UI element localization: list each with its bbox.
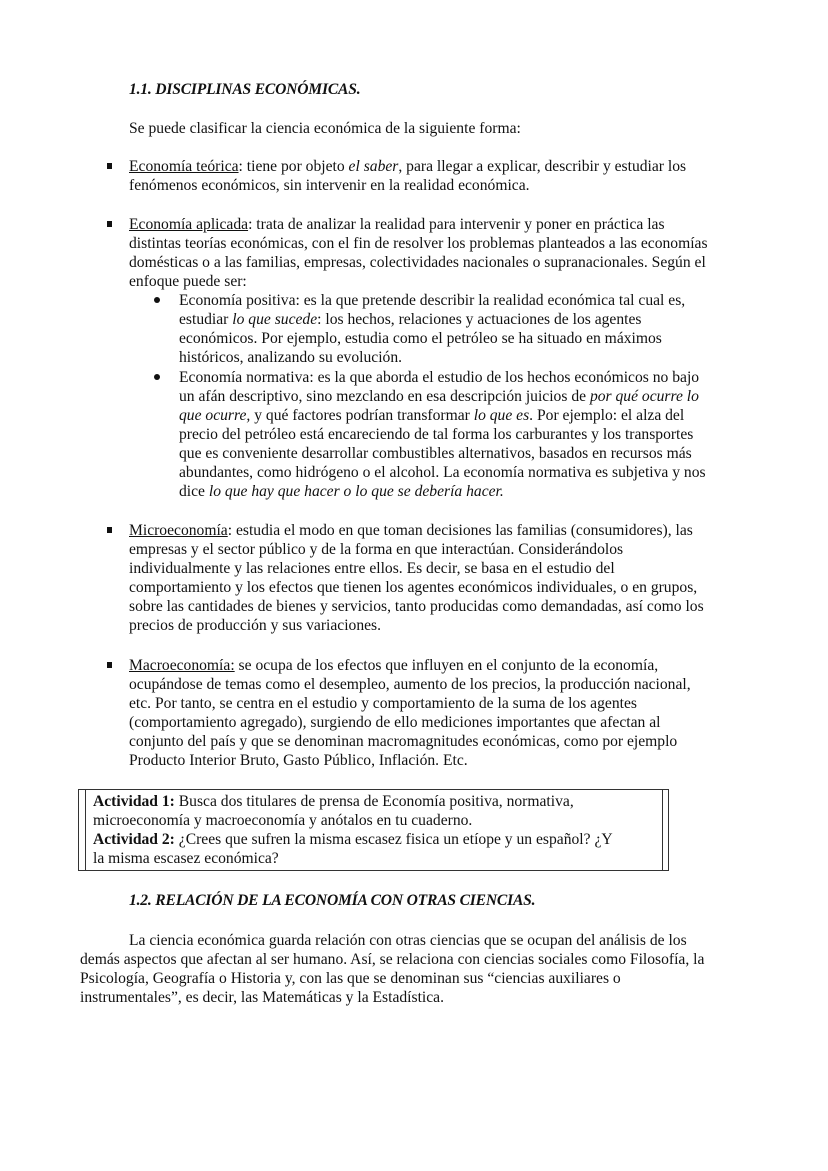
square-bullet-icon [107,662,112,668]
term-economia-aplicada: Economía aplicada [129,216,249,233]
activity-1: Actividad 1: Busca dos titulares de prensa de Economía positiva, normativa, [93,793,574,810]
intro-paragraph: Se puede clasificar la ciencia económica de la siguiente forma: [129,120,521,137]
list-item-microeconomia: Microeconomía: estudia el modo en que toman decisiones las familias (consumidores), las empresas y el sector público y de la forma en que interactúan. Considerándolos individualmente y las relaciones entre ellos. Es decir, se basa en el estudio del comportamiento y los efectos que tienen los agentes económicos individuales, o en grupos, sobre las cantidades de bienes y servicios, tanto producidas como demandadas, así como los precios de producción y sus variaciones. [129,522,704,634]
term-economia-teorica: Economía teórica [129,158,239,175]
section-heading-relacion: 1.2. RELACIÓN DE LA ECONOMÍA CON OTRAS CIENCIAS. [129,892,536,909]
round-bullet-icon [154,297,160,303]
list-item-macroeconomia: Macroeconomía: se ocupa de los efectos que influyen en el conjunto de la economía, ocupándose de temas como el desempleo, aumento de los precios, la producción nacional, etc. Por tanto, se centra en el estudio y comportamiento de la suma de los agentes (comportamiento agregado), surgiendo de ello mediciones importantes que afectan al conjunto del país y que se denominan macromagnitudes económicas, como por ejemplo Producto Interior Bruto, Gasto Público, Inflación. Etc. [129,657,691,769]
term-macroeconomia: Macroeconomía: [129,657,235,674]
activities-box: Actividad 1: Busca dos titulares de prensa de Economía positiva, normativa, microeconomía y macroeconomía y anótalos en tu cuaderno. Actividad 2: ¿Crees que sufren la misma escasez fisica un etíope y un español? ¿Y la misma escasez económica? [93,792,663,868]
list-item-economia-aplicada: Economía aplicada: trata de analizar la realidad para intervenir y poner en práctica las distintas teorías económicas, con el fin de resolver los problemas planteados a las economías domésticas o a las familias, empresas, colectividades nacionales o supranacionales. Según el enfoque puede ser: [129,216,708,290]
section-heading-disciplinas: 1.1. DISCIPLINAS ECONÓMICAS. [129,81,361,98]
square-bullet-icon [107,163,112,169]
sub-item-economia-normativa: Economía normativa: es la que aborda el estudio de los hechos económicos no bajo un afán descriptivo, sino mezclando en esa descripción juicios de por qué ocurre lo que ocurre, y qué factores podrían transformar lo que es. Por ejemplo: el alza del precio del petróleo está encareciendo de tal forma los carburantes y los transportes que es conveniente desarrollar combustibles alternativos, basados en recursos más abundantes, como hidrógeno o el alcohol. La economía normativa es subjetiva y nos dice lo que hay que hacer o lo que se debería hacer. [179,369,706,500]
square-bullet-icon [107,221,112,227]
round-bullet-icon [154,374,160,380]
activity-2: Actividad 2: ¿Crees que sufren la misma escasez fisica un etíope y un español? ¿Y [93,831,613,848]
sub-item-economia-positiva: Economía positiva: es la que pretende describir la realidad económica tal cual es, estudiar lo que sucede: los hechos, relaciones y actuaciones de los agentes económicos. Por ejemplo, estudia como el petróleo se ha situado en máximos históricos, analizando su evolución. [179,292,686,366]
square-bullet-icon [107,527,112,533]
term-microeconomia: Microeconomía [129,522,228,539]
list-item-economia-teorica: Economía teórica: tiene por objeto el saber, para llegar a explicar, describir y estudiar los fenómenos económicos, sin intervenir en la realidad económica. [129,158,687,194]
relacion-paragraph: La ciencia económica guarda relación con otras ciencias que se ocupan del análisis de los demás aspectos que afectan al ser humano. Así, se relaciona con ciencias sociales como Filosofía, la Psicología, Geografía o Historia y, con las que se denominan sus “ciencias auxiliares o instrumentales”, es decir, las Matemáticas y la Estadística. [80,932,705,1006]
